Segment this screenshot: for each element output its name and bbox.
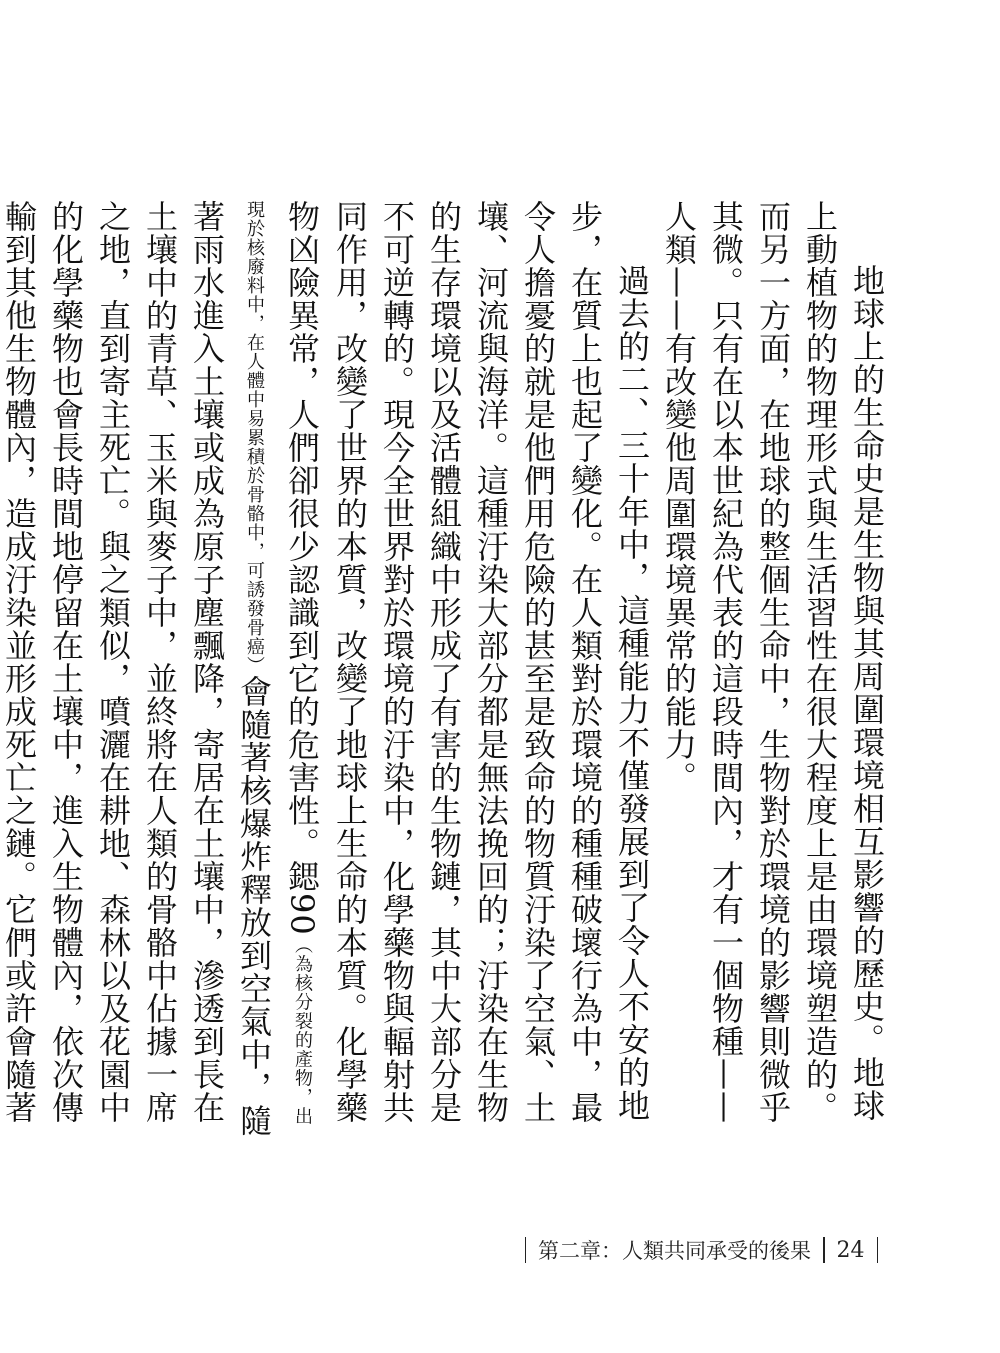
vertical-text-body (0, 200, 890, 1140)
page-number: 24 (836, 1237, 865, 1263)
footer-divider-left (525, 1237, 527, 1263)
paragraph-1-text: 地球上的生命史是生物與其周圍環境相互影響的歷史。地球上動植物的物理形式與生活習性在很大程度上是由環境塑造的。而另一方面，在地球的整個生命中，生物對於環境的影響則微乎其微。只有在以本世紀為代表的這段時間內，才有一個物種——人類——有改變他周圍環境異常的能力。 (660, 200, 886, 1124)
paragraph-2-text-b: 會隨著核爆炸釋放到空氣中，隨著雨水進入土壤或成為原子塵飄降，寄居在土壤中，滲透到長在土壤中的青草、玉米與麥子中，並終將在人類的骨骼中佔據一席之地，直到寄主死亡。與之類似，噴灑在耕地、森林以及花園中的化學藥物也會長時間地停留在土壤中，進入生物體內，依次傳輸到其他生物體內，造成汙染並形成死亡之鏈。它們或許會隨著 (0, 200, 273, 1137)
page-footer (513, 1235, 891, 1265)
footer-divider-middle (823, 1237, 825, 1263)
strontium-note: （為核分裂的產物，出現於核廢料中，在人體中易累積於骨骼中，可誘發骨癌） (244, 200, 313, 1126)
chapter-title: 第二章：人類共同承受的後果 (538, 1239, 811, 1263)
paragraph-2-text-a: 過去的二、三十年中，這種能力不僅發展到了令人不安的地步，在質上也起了變化。在人類對於環境的種種破壞行為中，最令人擔憂的就是他們用危險的甚至是致命的物質汙染了空氣、土壤、河流與海洋。這種汙染大部分都是無法挽回的；汙染在生物的生存環境以及活體組織中形成了有害的生物鏈，其中大部分是不可逆轉的。現今全世界對於環境的汙染中，化學藥物與輻射共同作用，改變了世界的本質，改變了地球上生命的本質。化學藥物凶險異常，人們卻很少認識到它的危害性。鍶90 (283, 200, 651, 1124)
footer-divider-right (877, 1237, 879, 1263)
paragraph-1 (655, 200, 890, 1140)
paragraph-2 (0, 200, 655, 1140)
